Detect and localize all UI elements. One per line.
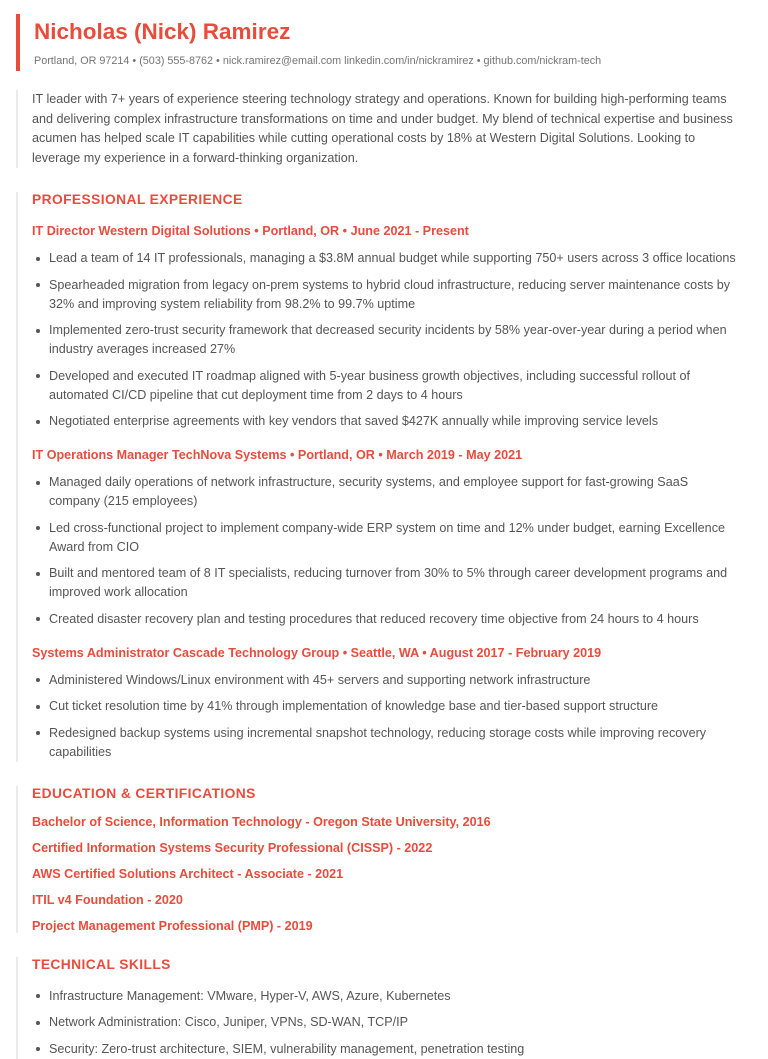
bullet-text: Spearheaded migration from legacy on-prem systems to hybrid cloud infrastructure, reducing server maintenance costs by 32% and improving system reliability from 98.2% to 99.7% uptime xyxy=(49,277,731,311)
skills-heading: TECHNICAL SKILLS xyxy=(32,956,171,972)
bullet-dot-icon xyxy=(36,572,40,576)
education-item: Certified Information Systems Security Professional (CISSP) - 2022 xyxy=(32,840,433,855)
job-bullet xyxy=(32,671,738,690)
job-bullet-list xyxy=(32,249,744,431)
job-bullet xyxy=(32,697,738,716)
bullet-dot-icon xyxy=(36,257,40,261)
job-bullet xyxy=(32,610,738,629)
education-item: ITIL v4 Foundation - 2020 xyxy=(32,892,183,907)
bullet-text: Security: Zero-trust architecture, SIEM, vulnerability management, penetration testing xyxy=(49,1041,525,1056)
summary-section xyxy=(16,90,744,168)
contact-line: Portland, OR 97214 • (503) 555-8762 • nick.ramirez@email.com linkedin.com/in/nickramirez • github.com/nickram-tech xyxy=(34,55,602,67)
job-bullet-list xyxy=(32,473,744,629)
job-bullet xyxy=(32,724,738,762)
education-item: Bachelor of Science, Information Technology - Oregon State University, 2016 xyxy=(32,814,491,829)
summary-text: IT leader with 7+ years of experience steering technology strategy and operations. Known for building high-performing teams and delivering complex infrastructure transformations on time and under budget. My blend of technical expertise and business acumen has helped scale IT capabilities while cutting operational costs by 18% at Western Digital Solutions. Looking to leverage my experience in a forward-thinking organization. xyxy=(32,92,733,165)
bullet-dot-icon xyxy=(36,994,40,998)
skills-section xyxy=(16,957,744,1059)
skill-bullet xyxy=(32,987,738,1006)
bullet-text: Redesigned backup systems using incremental snapshot technology, reducing storage costs while improving recovery capabilities xyxy=(49,725,707,759)
job-title: Systems Administrator Cascade Technology Group • Seattle, WA • August 2017 - February 2019 xyxy=(32,645,602,660)
job-bullet xyxy=(32,412,738,431)
bullet-dot-icon xyxy=(36,374,40,378)
education-item: Project Management Professional (PMP) - 2019 xyxy=(32,918,313,933)
skills-list xyxy=(32,987,744,1059)
bullet-dot-icon xyxy=(36,1021,40,1025)
job-bullet xyxy=(32,519,738,557)
skill-bullet xyxy=(32,1040,738,1059)
job-bullet-list xyxy=(32,671,744,762)
job-title: IT Director Western Digital Solutions • Portland, OR • June 2021 - Present xyxy=(32,224,469,238)
bullet-text: Built and mentored team of 8 IT specialists, reducing turnover from 30% to 5% through career development programs and improved work allocation xyxy=(49,566,728,599)
education-heading: EDUCATION & CERTIFICATIONS xyxy=(32,785,256,801)
education-item: AWS Certified Solutions Architect - Associate - 2021 xyxy=(32,866,344,881)
bullet-dot-icon xyxy=(36,481,40,485)
bullet-text: Negotiated enterprise agreements with key vendors that saved $427K annually while improving service levels xyxy=(49,414,659,428)
experience-heading: PROFESSIONAL EXPERIENCE xyxy=(32,192,243,207)
bullet-text: Administered Windows/Linux environment with 45+ servers and supporting network infrastructure xyxy=(49,672,591,687)
education-section xyxy=(16,786,744,933)
bullet-dot-icon xyxy=(36,731,40,735)
bullet-text: Cut ticket resolution time by 41% through implementation of knowledge base and tier-based support structure xyxy=(49,699,659,713)
bullet-text: Led cross-functional project to implement company-wide ERP system on time and 12% under budget, earning Excellence Award from CIO xyxy=(49,520,725,554)
resume-header xyxy=(16,14,744,71)
candidate-name: Nicholas (Nick) Ramirez xyxy=(34,19,291,44)
bullet-dot-icon xyxy=(36,420,40,424)
education-list xyxy=(32,816,744,933)
bullet-text: Infrastructure Management: VMware, Hyper-V, AWS, Azure, Kubernetes xyxy=(49,988,451,1003)
job-title: IT Operations Manager TechNova Systems • Portland, OR • March 2019 - May 2021 xyxy=(32,448,523,462)
job-bullet xyxy=(32,564,738,602)
bullet-text: Network Administration: Cisco, Juniper, VPNs, SD-WAN, TCP/IP xyxy=(49,1015,409,1029)
bullet-text: Created disaster recovery plan and testing procedures that reduced recovery time objective from 24 hours to 4 hours xyxy=(49,611,699,626)
job-entry xyxy=(32,224,744,431)
job-bullet xyxy=(32,473,738,511)
job-bullet xyxy=(32,249,738,268)
bullet-text: Developed and executed IT roadmap aligned with 5-year business growth objectives, including successful rollout of automated CI/CD pipeline that cut deployment time from 2 days to 4 hours xyxy=(49,368,691,402)
job-bullet xyxy=(32,276,738,314)
bullet-dot-icon xyxy=(36,678,40,682)
job-bullet xyxy=(32,321,738,359)
bullet-dot-icon xyxy=(36,329,40,333)
bullet-text: Managed daily operations of network infrastructure, security systems, and employee support for fast-growing SaaS company (215 employees) xyxy=(49,475,689,508)
bullet-dot-icon xyxy=(36,1047,40,1051)
bullet-dot-icon xyxy=(36,283,40,287)
job-bullet xyxy=(32,367,738,405)
job-entry xyxy=(32,448,744,629)
experience-section xyxy=(16,192,744,762)
bullet-dot-icon xyxy=(36,705,40,709)
bullet-text: Implemented zero-trust security framework that decreased security incidents by 58% year-over-year during a period when industry averages increased 27% xyxy=(49,323,727,356)
bullet-dot-icon xyxy=(36,617,40,621)
bullet-text: Lead a team of 14 IT professionals, managing a $3.8M annual budget while supporting 750+ users across 3 office locations xyxy=(49,251,736,265)
skill-bullet xyxy=(32,1013,738,1032)
job-entry xyxy=(32,646,744,762)
bullet-dot-icon xyxy=(36,526,40,530)
